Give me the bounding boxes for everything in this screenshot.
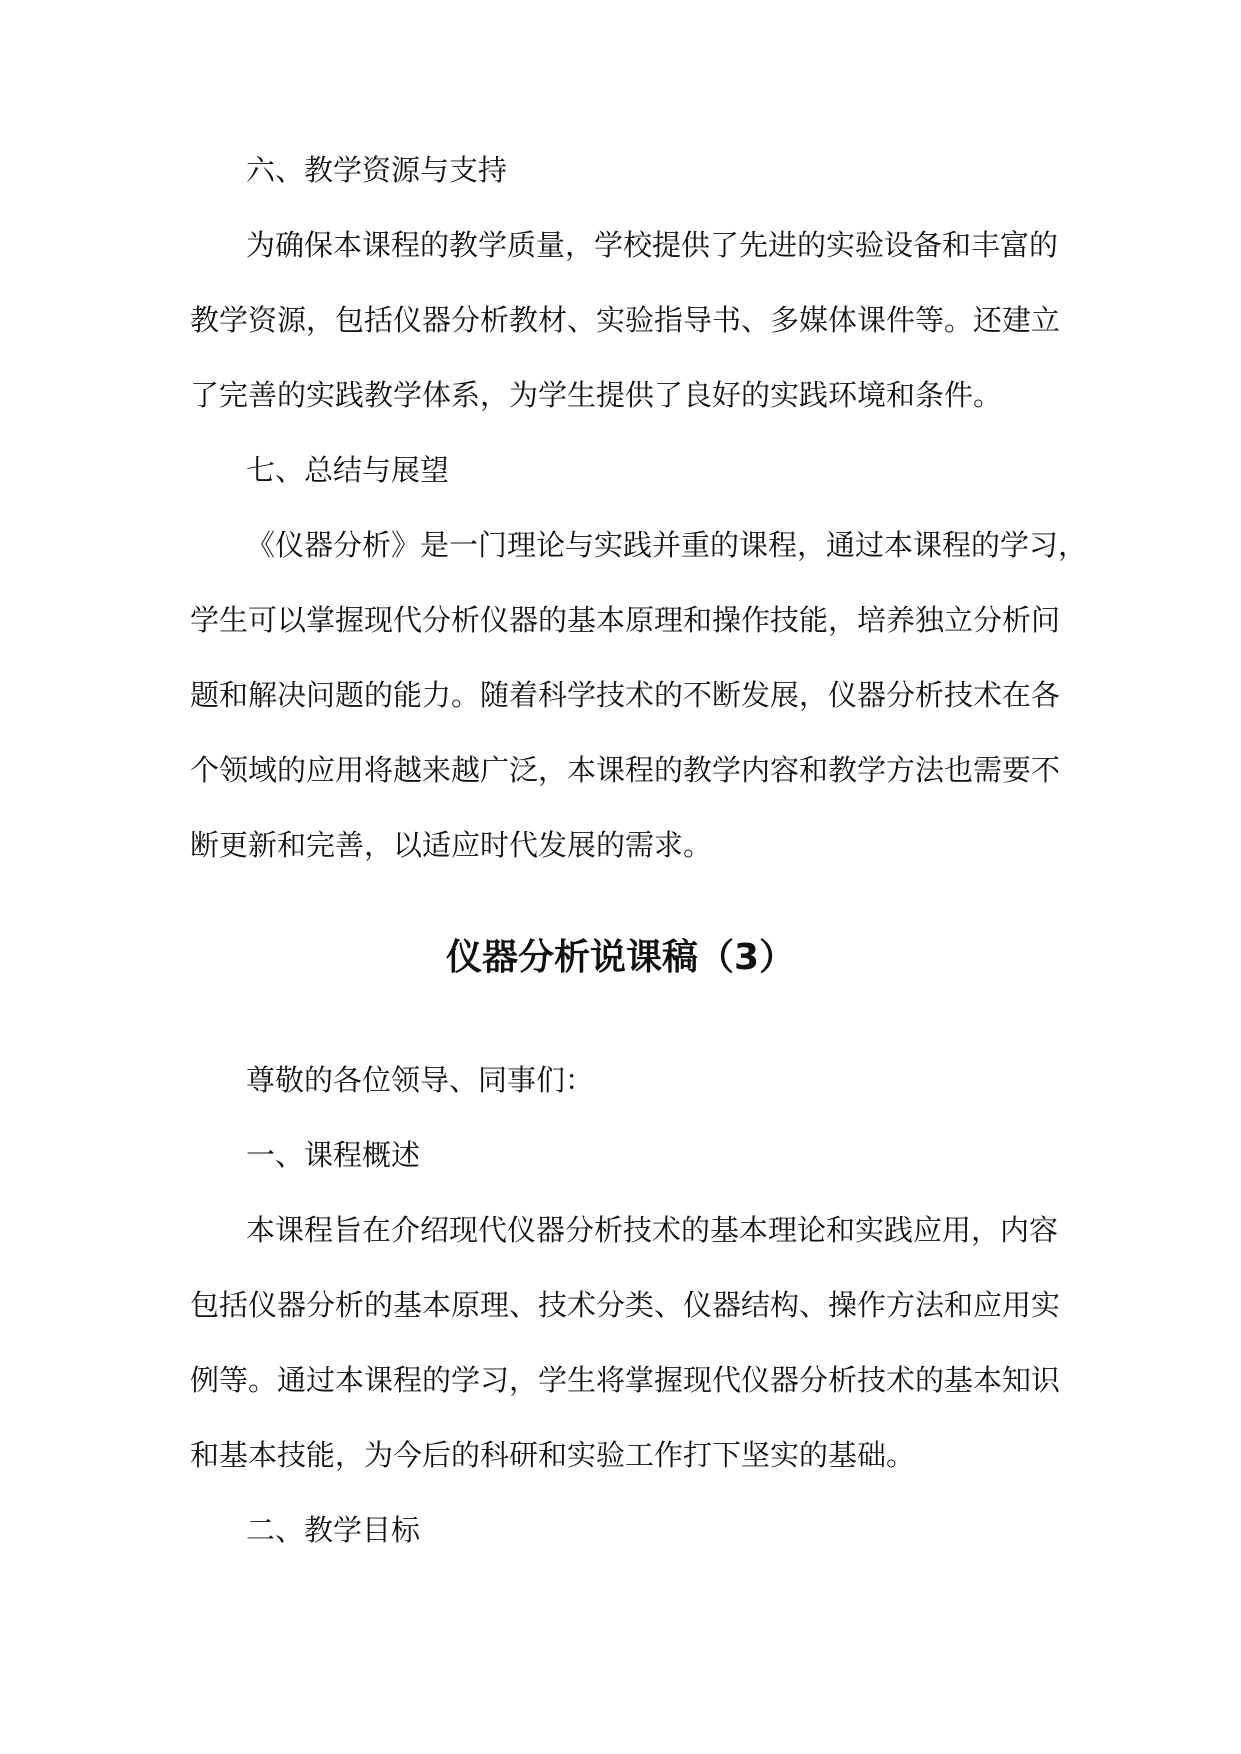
section-1-paragraph-line-4: 和基本技能，为今后的科研和实验工作打下坚实的基础。	[190, 1438, 916, 1472]
section-7-paragraph-line-2: 学生可以掌握现代分析仪器的基本原理和操作技能，培养独立分析问	[190, 603, 1061, 637]
section-6-paragraph-line-2: 教学资源，包括仪器分析教材、实验指导书、多媒体课件等。还建立	[190, 303, 1061, 337]
section-7-paragraph-line-3: 题和解决问题的能力。随着科学技术的不断发展，仪器分析技术在各	[190, 678, 1061, 712]
section-1-paragraph-line-3: 例等。通过本课程的学习，学生将掌握现代仪器分析技术的基本知识	[190, 1363, 1061, 1397]
section-1-heading: 一、课程概述	[246, 1138, 421, 1172]
section-6-paragraph-line-1: 为确保本课程的教学质量，学校提供了先进的实验设备和丰富的	[246, 228, 1059, 262]
section-2-heading: 二、教学目标	[246, 1513, 421, 1547]
section-6-paragraph-line-3: 了完善的实践教学体系，为学生提供了良好的实践环境和条件。	[190, 378, 1003, 412]
document-title: 仪器分析说课稿（3）	[445, 937, 796, 978]
section-1-paragraph-line-1: 本课程旨在介绍现代仪器分析技术的基本理论和实践应用，内容	[246, 1213, 1059, 1247]
section-7-paragraph-line-1: 《仪器分析》是一门理论与实践并重的课程，通过本课程的学习，	[246, 528, 1088, 562]
section-6-heading: 六、教学资源与支持	[246, 153, 508, 187]
section-7-heading: 七、总结与展望	[246, 453, 450, 487]
section-7-paragraph-line-5: 断更新和完善，以适应时代发展的需求。	[190, 828, 713, 862]
greeting: 尊敬的各位领导、同事们：	[246, 1063, 595, 1097]
section-7-paragraph-line-4: 个领域的应用将越来越广泛，本课程的教学内容和教学方法也需要不	[190, 753, 1061, 787]
section-1-paragraph-line-2: 包括仪器分析的基本原理、技术分类、仪器结构、操作方法和应用实	[190, 1288, 1061, 1322]
